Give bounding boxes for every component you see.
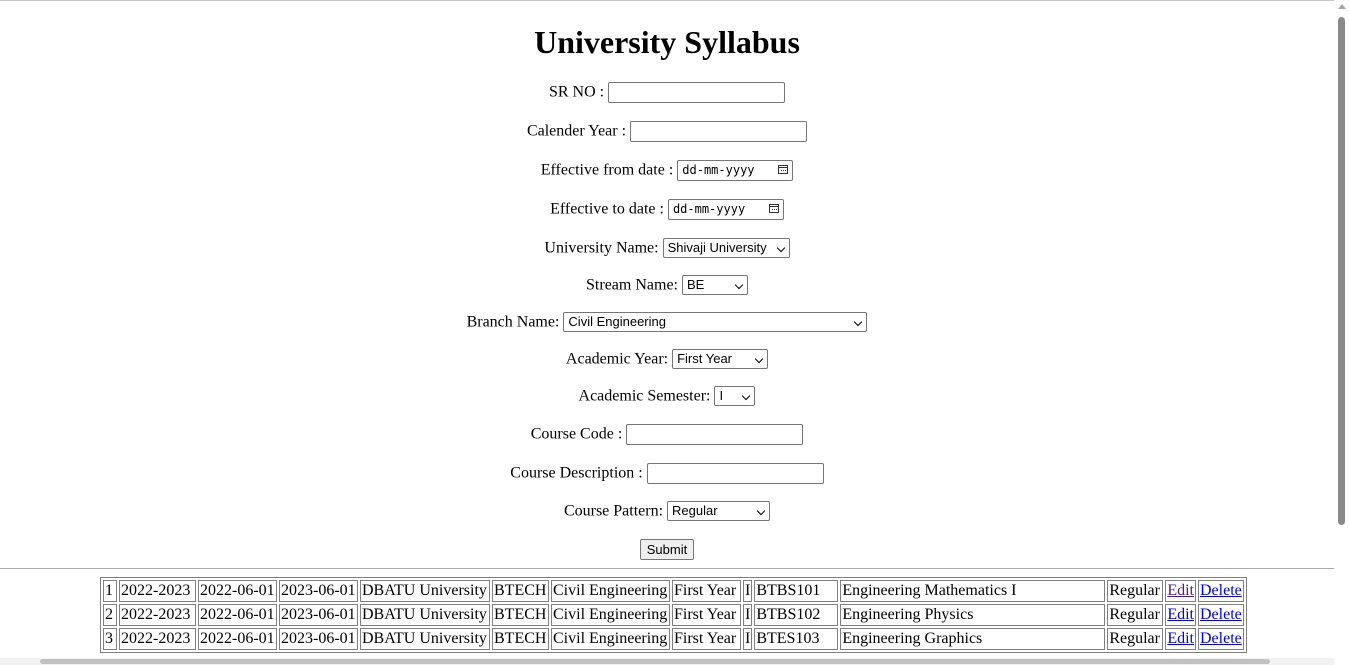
cell-branch: Civil Engineering [551,604,670,626]
cell-academic-year: First Year [672,628,741,650]
academic-year-selected-value: First Year [677,351,733,367]
edit-link[interactable]: Edit [1167,630,1194,647]
calendar-year-input[interactable] [630,121,807,142]
stream-label: Stream Name: [586,276,678,294]
course-pattern-label: Course Pattern: [563,502,664,520]
cell-from-date: 2022-06-01 [198,628,277,650]
table-row [103,604,1244,626]
delete-link[interactable]: Delete [1200,630,1242,647]
cell-course-description: Engineering Physics [840,604,1105,626]
delete-link[interactable]: Delete [1200,582,1242,599]
course-code-row [0,423,1334,445]
sr-no-row [0,81,1334,103]
cell-branch: Civil Engineering [551,628,670,650]
course-pattern-select[interactable] [667,501,770,521]
scroll-up-arrow-icon[interactable] [1338,4,1346,9]
sr-no-input[interactable] [608,82,785,103]
syllabus-table [100,577,1247,653]
edit-link[interactable]: Edit [1167,606,1194,623]
cell-university: DBATU University [360,628,490,650]
branch-select[interactable] [563,312,867,332]
course-description-label: Course Description : [510,464,643,482]
course-code-label: Course Code : [530,425,623,443]
stream-row [0,274,1334,296]
cell-from-date: 2022-06-01 [198,604,277,626]
university-label: University Name: [544,239,659,257]
chevron-down-icon [776,244,784,252]
cell-pattern: Regular [1107,580,1163,602]
calendar-icon[interactable] [769,204,779,213]
cell-stream: BTECH [492,580,549,602]
cell-calendar-year: 2022-2023 [119,628,196,650]
delete-link[interactable]: Delete [1200,606,1242,623]
effective-to-label: Effective to date : [550,200,664,218]
cell-sr: 3 [103,628,117,650]
stream-selected-value: BE [686,277,705,293]
cell-edit [1165,604,1196,626]
cell-to-date: 2023-06-01 [279,580,358,602]
horizontal-scroll-thumb[interactable] [40,659,1270,664]
cell-course-code: BTBS102 [754,604,838,626]
table-row [103,628,1244,650]
semester-selected-value: I [719,388,724,404]
effective-from-date-input[interactable] [677,160,793,181]
stream-select[interactable] [682,275,748,295]
cell-calendar-year: 2022-2023 [119,604,196,626]
edit-link[interactable]: Edit [1167,582,1194,599]
cell-edit [1165,628,1196,650]
semester-row [0,385,1334,407]
chevron-down-icon [757,507,765,515]
cell-semester: I [743,604,752,626]
cell-semester: I [743,580,752,602]
table-row [103,580,1244,602]
effective-from-row [0,159,1334,181]
calendar-icon[interactable] [778,165,788,174]
cell-edit [1165,580,1196,602]
cell-from-date: 2022-06-01 [198,580,277,602]
university-select[interactable] [663,238,790,258]
cell-delete [1198,604,1244,626]
semester-label: Academic Semester: [578,387,711,405]
submit-row [0,538,1334,560]
sr-no-label: SR NO : [548,83,605,101]
course-code-input[interactable] [626,424,803,445]
branch-row [0,311,1334,333]
cell-academic-year: First Year [672,580,741,602]
cell-pattern: Regular [1107,604,1163,626]
cell-to-date: 2023-06-01 [279,604,358,626]
page-title: University Syllabus [534,24,800,60]
course-pattern-row [0,500,1334,522]
calendar-year-label: Calender Year : [526,122,627,140]
course-description-row [0,462,1334,484]
cell-to-date: 2023-06-01 [279,628,358,650]
cell-sr: 1 [103,580,117,602]
cell-delete [1198,580,1244,602]
course-pattern-selected-value: Regular [672,503,718,519]
cell-stream: BTECH [492,628,549,650]
effective-to-date-input[interactable] [668,199,784,220]
cell-course-description: Engineering Graphics [840,628,1105,650]
university-selected-value: Shivaji University [667,240,767,256]
vertical-scrollbar[interactable] [1334,0,1349,665]
submit-button[interactable]: Submit [640,539,694,560]
cell-pattern: Regular [1107,628,1163,650]
chevron-down-icon [755,355,763,363]
vertical-scroll-thumb[interactable] [1338,17,1345,525]
cell-university: DBATU University [360,604,490,626]
chevron-down-icon [854,318,862,326]
academic-year-row [0,348,1334,370]
cell-academic-year: First Year [672,604,741,626]
cell-branch: Civil Engineering [551,580,670,602]
branch-selected-value: Civil Engineering [568,314,666,330]
calendar-year-row [0,120,1334,142]
cell-course-description: Engineering Mathematics I [840,580,1105,602]
cell-delete [1198,628,1244,650]
cell-university: DBATU University [360,580,490,602]
branch-label: Branch Name: [466,313,560,331]
horizontal-scrollbar[interactable] [0,658,1334,665]
effective-from-label: Effective from date : [540,161,674,179]
chevron-down-icon [742,392,750,400]
cell-calendar-year: 2022-2023 [119,580,196,602]
cell-sr: 2 [103,604,117,626]
course-description-input[interactable] [647,463,824,484]
effective-to-row [0,198,1334,220]
semester-select[interactable] [714,386,755,406]
cell-course-code: BTES103 [754,628,838,650]
cell-semester: I [743,628,752,650]
academic-year-select[interactable] [672,349,768,369]
academic-year-label: Academic Year: [565,350,669,368]
university-row [0,237,1334,259]
cell-stream: BTECH [492,604,549,626]
cell-course-code: BTBS101 [754,580,838,602]
effective-from-placeholder: dd-mm-yyyy [682,162,755,177]
chevron-down-icon [735,281,743,289]
effective-to-placeholder: dd-mm-yyyy [672,201,746,216]
divider [0,568,1334,569]
